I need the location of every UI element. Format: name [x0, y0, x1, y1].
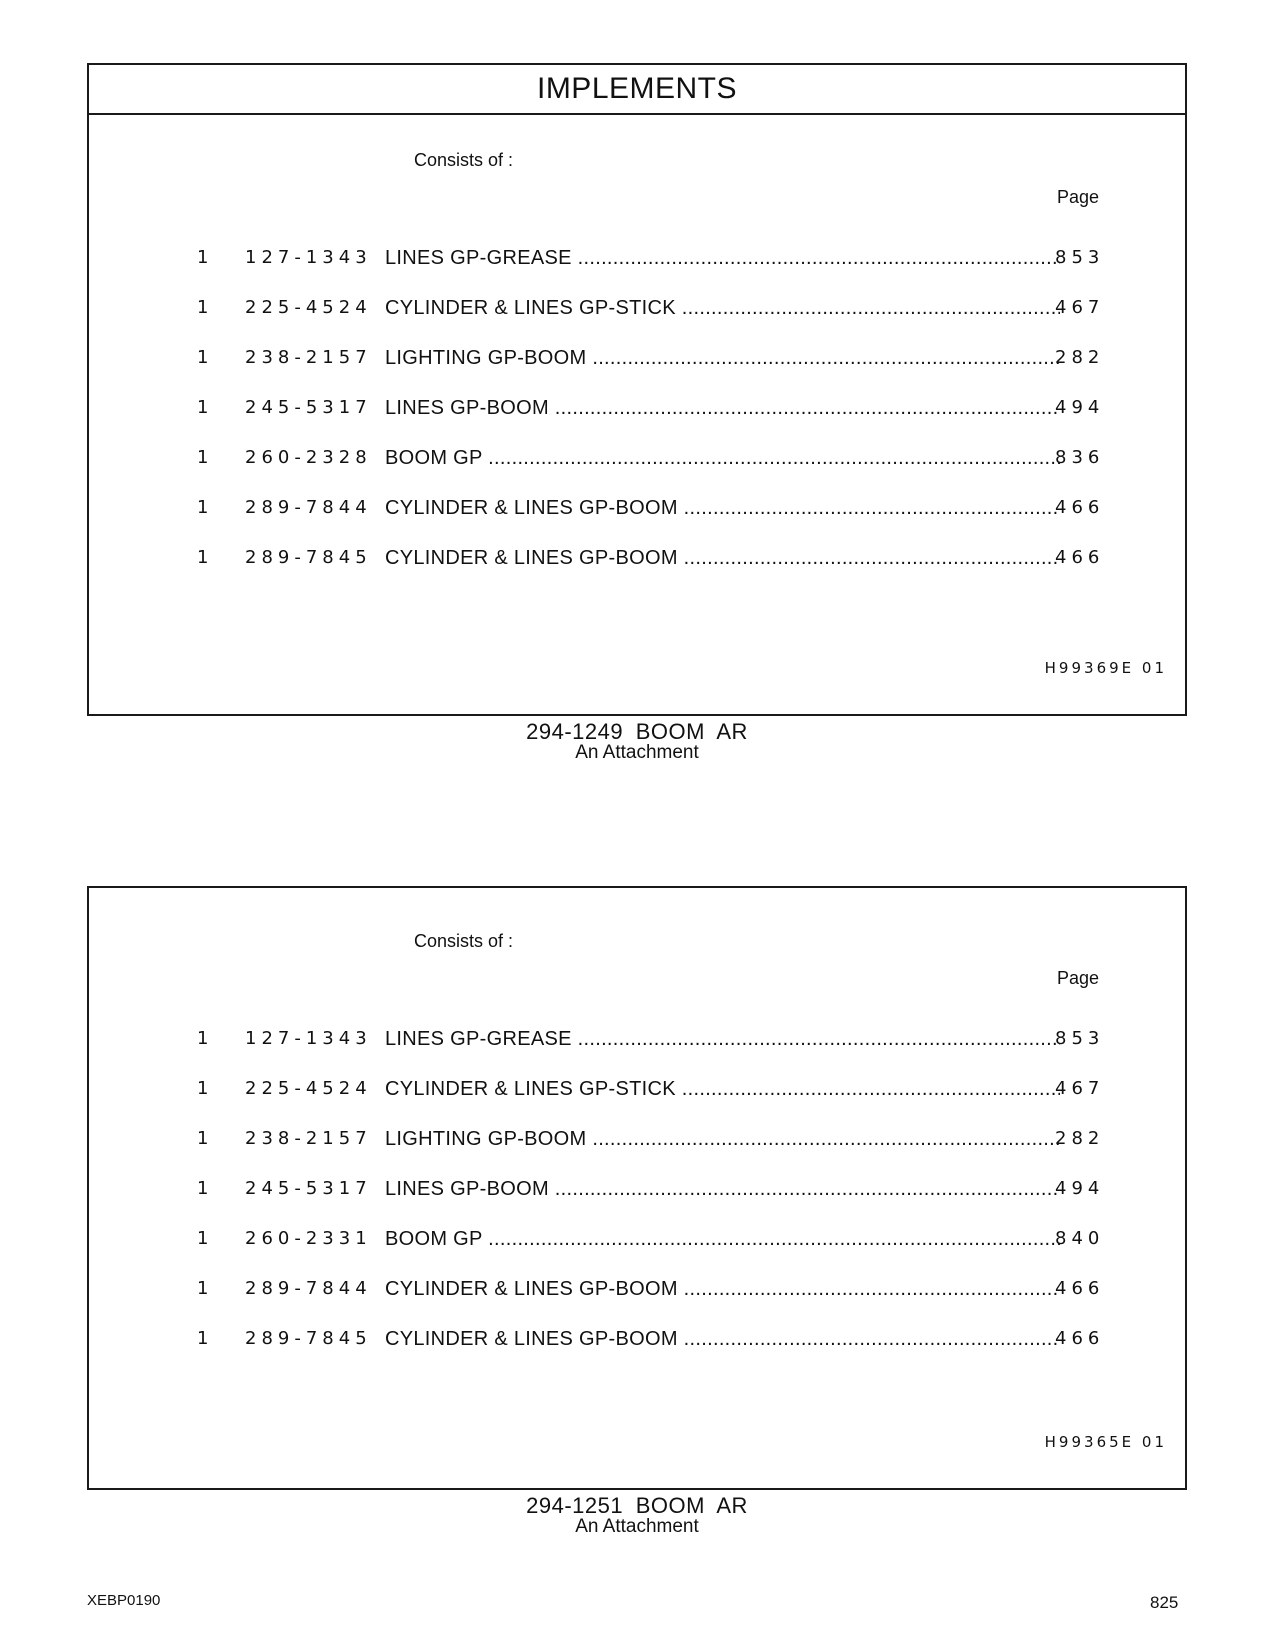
illustration-code: H99369E 01 — [1044, 659, 1167, 677]
page-reference: 836 — [1055, 447, 1105, 468]
part-description: LINES GP-BOOM ..... — [385, 1178, 1060, 1201]
section-caption — [87, 1495, 1187, 1537]
page-reference: 467 — [1055, 1078, 1105, 1099]
part-description: CYLINDER & LINES GP-BOOM ..... — [385, 547, 1060, 570]
part-number: 289-7845 — [245, 1328, 372, 1349]
parts-row — [89, 1328, 1185, 1358]
caption-title: 294-1251 BOOM AR — [526, 1493, 748, 1518]
section-caption — [87, 721, 1187, 763]
page-reference: 494 — [1055, 1178, 1105, 1199]
page-reference: 853 — [1055, 247, 1105, 268]
part-number: 225-4524 — [245, 297, 372, 318]
part-qty: 1 — [197, 397, 209, 418]
part-description: LINES GP-BOOM ..... — [385, 397, 1060, 420]
part-qty: 1 — [197, 1028, 209, 1049]
part-number: 127-1343 — [245, 1028, 372, 1049]
section-title: IMPLEMENTS — [89, 65, 1185, 115]
document-code: XEBP0190 — [87, 1592, 161, 1609]
part-qty: 1 — [197, 1328, 209, 1349]
page-reference: 466 — [1055, 497, 1105, 518]
page-column-header: Page — [1057, 968, 1100, 988]
part-description: CYLINDER & LINES GP-STICK ..... — [385, 297, 1060, 320]
part-qty: 1 — [197, 347, 209, 368]
parts-row — [89, 297, 1185, 327]
part-number: 245-5317 — [245, 1178, 372, 1199]
parts-row — [89, 1278, 1185, 1308]
page-number: 825 — [1150, 1593, 1179, 1612]
consists-of-label: Consists of : — [414, 150, 514, 170]
part-number: 260-2328 — [245, 447, 372, 468]
part-number: 127-1343 — [245, 247, 372, 268]
parts-row — [89, 1228, 1185, 1258]
parts-row — [89, 547, 1185, 577]
part-description: LINES GP-GREASE ..... — [385, 1028, 1060, 1051]
part-description: CYLINDER & LINES GP-STICK ..... — [385, 1078, 1060, 1101]
page-reference: 840 — [1055, 1228, 1105, 1249]
page-reference: 853 — [1055, 1028, 1105, 1049]
part-qty: 1 — [197, 247, 209, 268]
part-number: 225-4524 — [245, 1078, 372, 1099]
parts-row — [89, 347, 1185, 377]
part-qty: 1 — [197, 1128, 209, 1149]
parts-row — [89, 497, 1185, 527]
part-number: 260-2331 — [245, 1228, 372, 1249]
implements-panel — [87, 63, 1187, 716]
attachment-panel — [87, 886, 1187, 1490]
part-qty: 1 — [197, 1078, 209, 1099]
part-qty: 1 — [197, 1278, 209, 1299]
caption-subtitle: An Attachment — [575, 1516, 699, 1537]
part-description: BOOM GP ..... — [385, 1228, 1060, 1251]
parts-row — [89, 247, 1185, 277]
parts-row — [89, 447, 1185, 477]
part-qty: 1 — [197, 1178, 209, 1199]
page-column-header: Page — [1057, 187, 1100, 207]
part-qty: 1 — [197, 297, 209, 318]
page-reference: 282 — [1055, 1128, 1105, 1149]
part-qty: 1 — [197, 1228, 209, 1249]
part-qty: 1 — [197, 497, 209, 518]
part-description: LINES GP-GREASE ..... — [385, 247, 1060, 270]
illustration-code: H99365E 01 — [1044, 1433, 1167, 1451]
part-number: 238-2157 — [245, 347, 372, 368]
part-number: 245-5317 — [245, 397, 372, 418]
part-number: 289-7845 — [245, 547, 372, 568]
part-description: LIGHTING GP-BOOM ..... — [385, 347, 1060, 370]
part-description: LIGHTING GP-BOOM ..... — [385, 1128, 1060, 1151]
consists-of-label: Consists of : — [414, 931, 514, 951]
part-number: 289-7844 — [245, 1278, 372, 1299]
caption-subtitle: An Attachment — [575, 742, 699, 763]
part-number: 238-2157 — [245, 1128, 372, 1149]
part-description: CYLINDER & LINES GP-BOOM ..... — [385, 1278, 1060, 1301]
page-reference: 466 — [1055, 1278, 1105, 1299]
parts-row — [89, 1078, 1185, 1108]
part-description: CYLINDER & LINES GP-BOOM ..... — [385, 1328, 1060, 1351]
parts-row — [89, 1028, 1185, 1058]
parts-row — [89, 1128, 1185, 1158]
part-number: 289-7844 — [245, 497, 372, 518]
page-reference: 466 — [1055, 547, 1105, 568]
page-reference: 494 — [1055, 397, 1105, 418]
caption-title: 294-1249 BOOM AR — [526, 719, 748, 744]
page-reference: 467 — [1055, 297, 1105, 318]
parts-row — [89, 397, 1185, 427]
page-reference: 466 — [1055, 1328, 1105, 1349]
part-description: BOOM GP ..... — [385, 447, 1060, 470]
part-description: CYLINDER & LINES GP-BOOM ..... — [385, 497, 1060, 520]
part-qty: 1 — [197, 547, 209, 568]
part-qty: 1 — [197, 447, 209, 468]
page-reference: 282 — [1055, 347, 1105, 368]
parts-row — [89, 1178, 1185, 1208]
